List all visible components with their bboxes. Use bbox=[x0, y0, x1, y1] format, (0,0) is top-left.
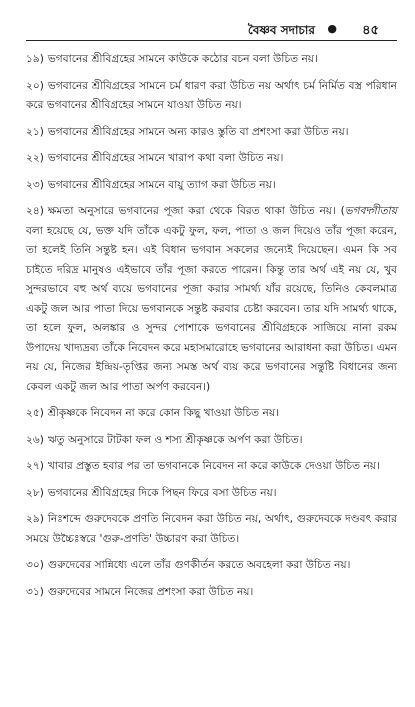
rule-item bbox=[26, 510, 397, 549]
rule-number: ২৩) bbox=[26, 178, 44, 191]
rule-item bbox=[26, 149, 397, 169]
rule-text: ভগবানের শ্রীবিগ্রহের দিকে পিছন ফিরে বসা উচিত নয়। bbox=[47, 486, 277, 499]
rule-item bbox=[26, 123, 397, 143]
rule-text: গুরুদেবের সামনে নিজের প্রশংসা করা উচিত নয়। bbox=[47, 585, 254, 598]
rule-number: ৩০) bbox=[26, 559, 44, 571]
rule-item bbox=[26, 556, 397, 576]
rule-item bbox=[26, 404, 397, 424]
rule-text: ভগবানের শ্রীবিগ্রহের সামনে চর্ম ধারণ করা উচিত নয় অর্থাৎ চর্ম নির্মিত বস্ত্র পরিধান করে ভগবানের শ্রীবিগ্রহের সামনে যাওয়া উচিত নয়। bbox=[26, 79, 397, 111]
rule-number: ২৬) bbox=[26, 433, 44, 446]
rule-text: খাবার প্রস্তুত হবার পর তা ভগবানকে নিবেদন না করে কাউকে দেওয়া উচিত নয়। bbox=[47, 460, 380, 472]
rule-item bbox=[26, 176, 397, 196]
bullet-separator: ● bbox=[327, 22, 337, 35]
header-rule bbox=[26, 40, 397, 41]
rule-number: ৩১) bbox=[26, 585, 44, 598]
rule-text-continued: বলা হয়েছে যে, ভক্ত যদি তাঁকে একটু ফুল, ফল, পাতা ও জল দিয়েও তাঁর পূজা করেন, তা হলেই তিনি সন্তুষ্ট হন। এই বিধান ভগবান সকলের জন্যেই দিয়েছেন। এমন কি সব চাইতে দরিদ্র মানুষও এইভাবে তাঁর পূজা করতে পারেন। কিন্তু তার অর্থ এই নয় যে, খুব সুন্দরভাবে বহু অর্থ ব্যয়ে ভগবানের পূজা করার সামর্থ্য যাঁর রয়েছে, তিনিও কেবলমাত্র একটু জল আর পাতা দিয়ে ভগবানকে সন্তুষ্ট করবার চেষ্টা করবেন। তার যদি সামর্থ্য থাকে, তা হলে ফুল, অলঙ্কার ও সুন্দর পোশাকে ভগবানের শ্রীবিগ্রহকে সাজিয়ে নানা রকম উপাদেয় খাদ্যদ্রব্য তাঁকে নিবেদন করে মহাসমারোহে ভগবানের আরাধনা করা উচিত। এমন নয় যে, নিজের ইন্দ্রিয়-তৃপ্তির জন্য সমস্ত অর্থ ব্যয় করে ভগবানের সন্তুষ্টি বিধানের জন্য কেবল একটু জল আর পাতা অর্পণ করবেন।) bbox=[26, 224, 397, 393]
rule-item bbox=[26, 583, 397, 603]
rule-item bbox=[26, 50, 397, 70]
rule-number: ২৪) bbox=[26, 205, 44, 217]
rule-text: নিঃশব্দে গুরুদেবকে প্রণতি নিবেদন করা উচিত নয়, অর্থাৎ, গুরুদেবকে দণ্ডবৎ করার সময়ে উচ্চৈঃস্বরে 'গুরু-প্রণতি' উচ্চারণ করা উচিত। bbox=[26, 513, 397, 545]
page-number: ৪৫ bbox=[362, 23, 379, 38]
scripture-reference: ভগবদ্গীতায় bbox=[344, 205, 397, 217]
rule-text: ভগবানের শ্রীবিগ্রহের সামনে অন্য কারও স্তুতি বা প্রশংসা করা উচিত নয়। bbox=[47, 125, 349, 138]
page-header bbox=[26, 0, 397, 40]
rule-text: ক্ষমতা অনুসারে ভগবানের পূজা করা থেকে বিরত থাকা উচিত নয়। ( bbox=[47, 205, 345, 217]
rule-item bbox=[26, 77, 397, 116]
rule-number: ২২) bbox=[26, 152, 44, 164]
rule-number: ১৯) bbox=[26, 53, 44, 65]
rule-item bbox=[26, 431, 397, 451]
rule-number: ২৫) bbox=[26, 407, 44, 419]
rule-text: গুরুদেবের সান্নিধ্যে এলে তাঁর গুণকীর্তন করতে অবহেলা করা উচিত নয়। bbox=[47, 559, 351, 571]
rule-text: ভগবানের শ্রীবিগ্রহের সামনে খারাপ কথা বলা উচিত নয়। bbox=[47, 152, 284, 164]
rule-item bbox=[26, 484, 397, 504]
rule-text: ভগবানের শ্রীবিগ্রহের সামনে কাউকে কঠোর বচন বলা উচিত নয়। bbox=[47, 53, 318, 65]
rule-number: ২৭) bbox=[26, 460, 44, 472]
rule-text: শ্রীকৃষ্ণকে নিবেদন না করে কোন কিছু খাওয়া উচিত নয়। bbox=[47, 407, 279, 419]
rule-text: ভগবানের শ্রীবিগ্রহের সামনে বায়ু ত্যাগ করা উচিত নয়। bbox=[47, 178, 276, 191]
rule-item bbox=[26, 202, 397, 397]
rule-text: ঋতু অনুসারে টাটকা ফল ও শস্য শ্রীকৃষ্ণকে অর্পণ করা উচিত। bbox=[47, 433, 303, 446]
rule-number: ২৯) bbox=[26, 513, 44, 525]
rules-list bbox=[26, 50, 397, 602]
running-title: বৈষ্ণব সদাচার bbox=[247, 23, 315, 37]
rule-item bbox=[26, 457, 397, 477]
rule-number: ২১) bbox=[26, 125, 44, 138]
rule-number: ২৮) bbox=[26, 486, 44, 499]
rule-number: ২০) bbox=[26, 79, 44, 92]
